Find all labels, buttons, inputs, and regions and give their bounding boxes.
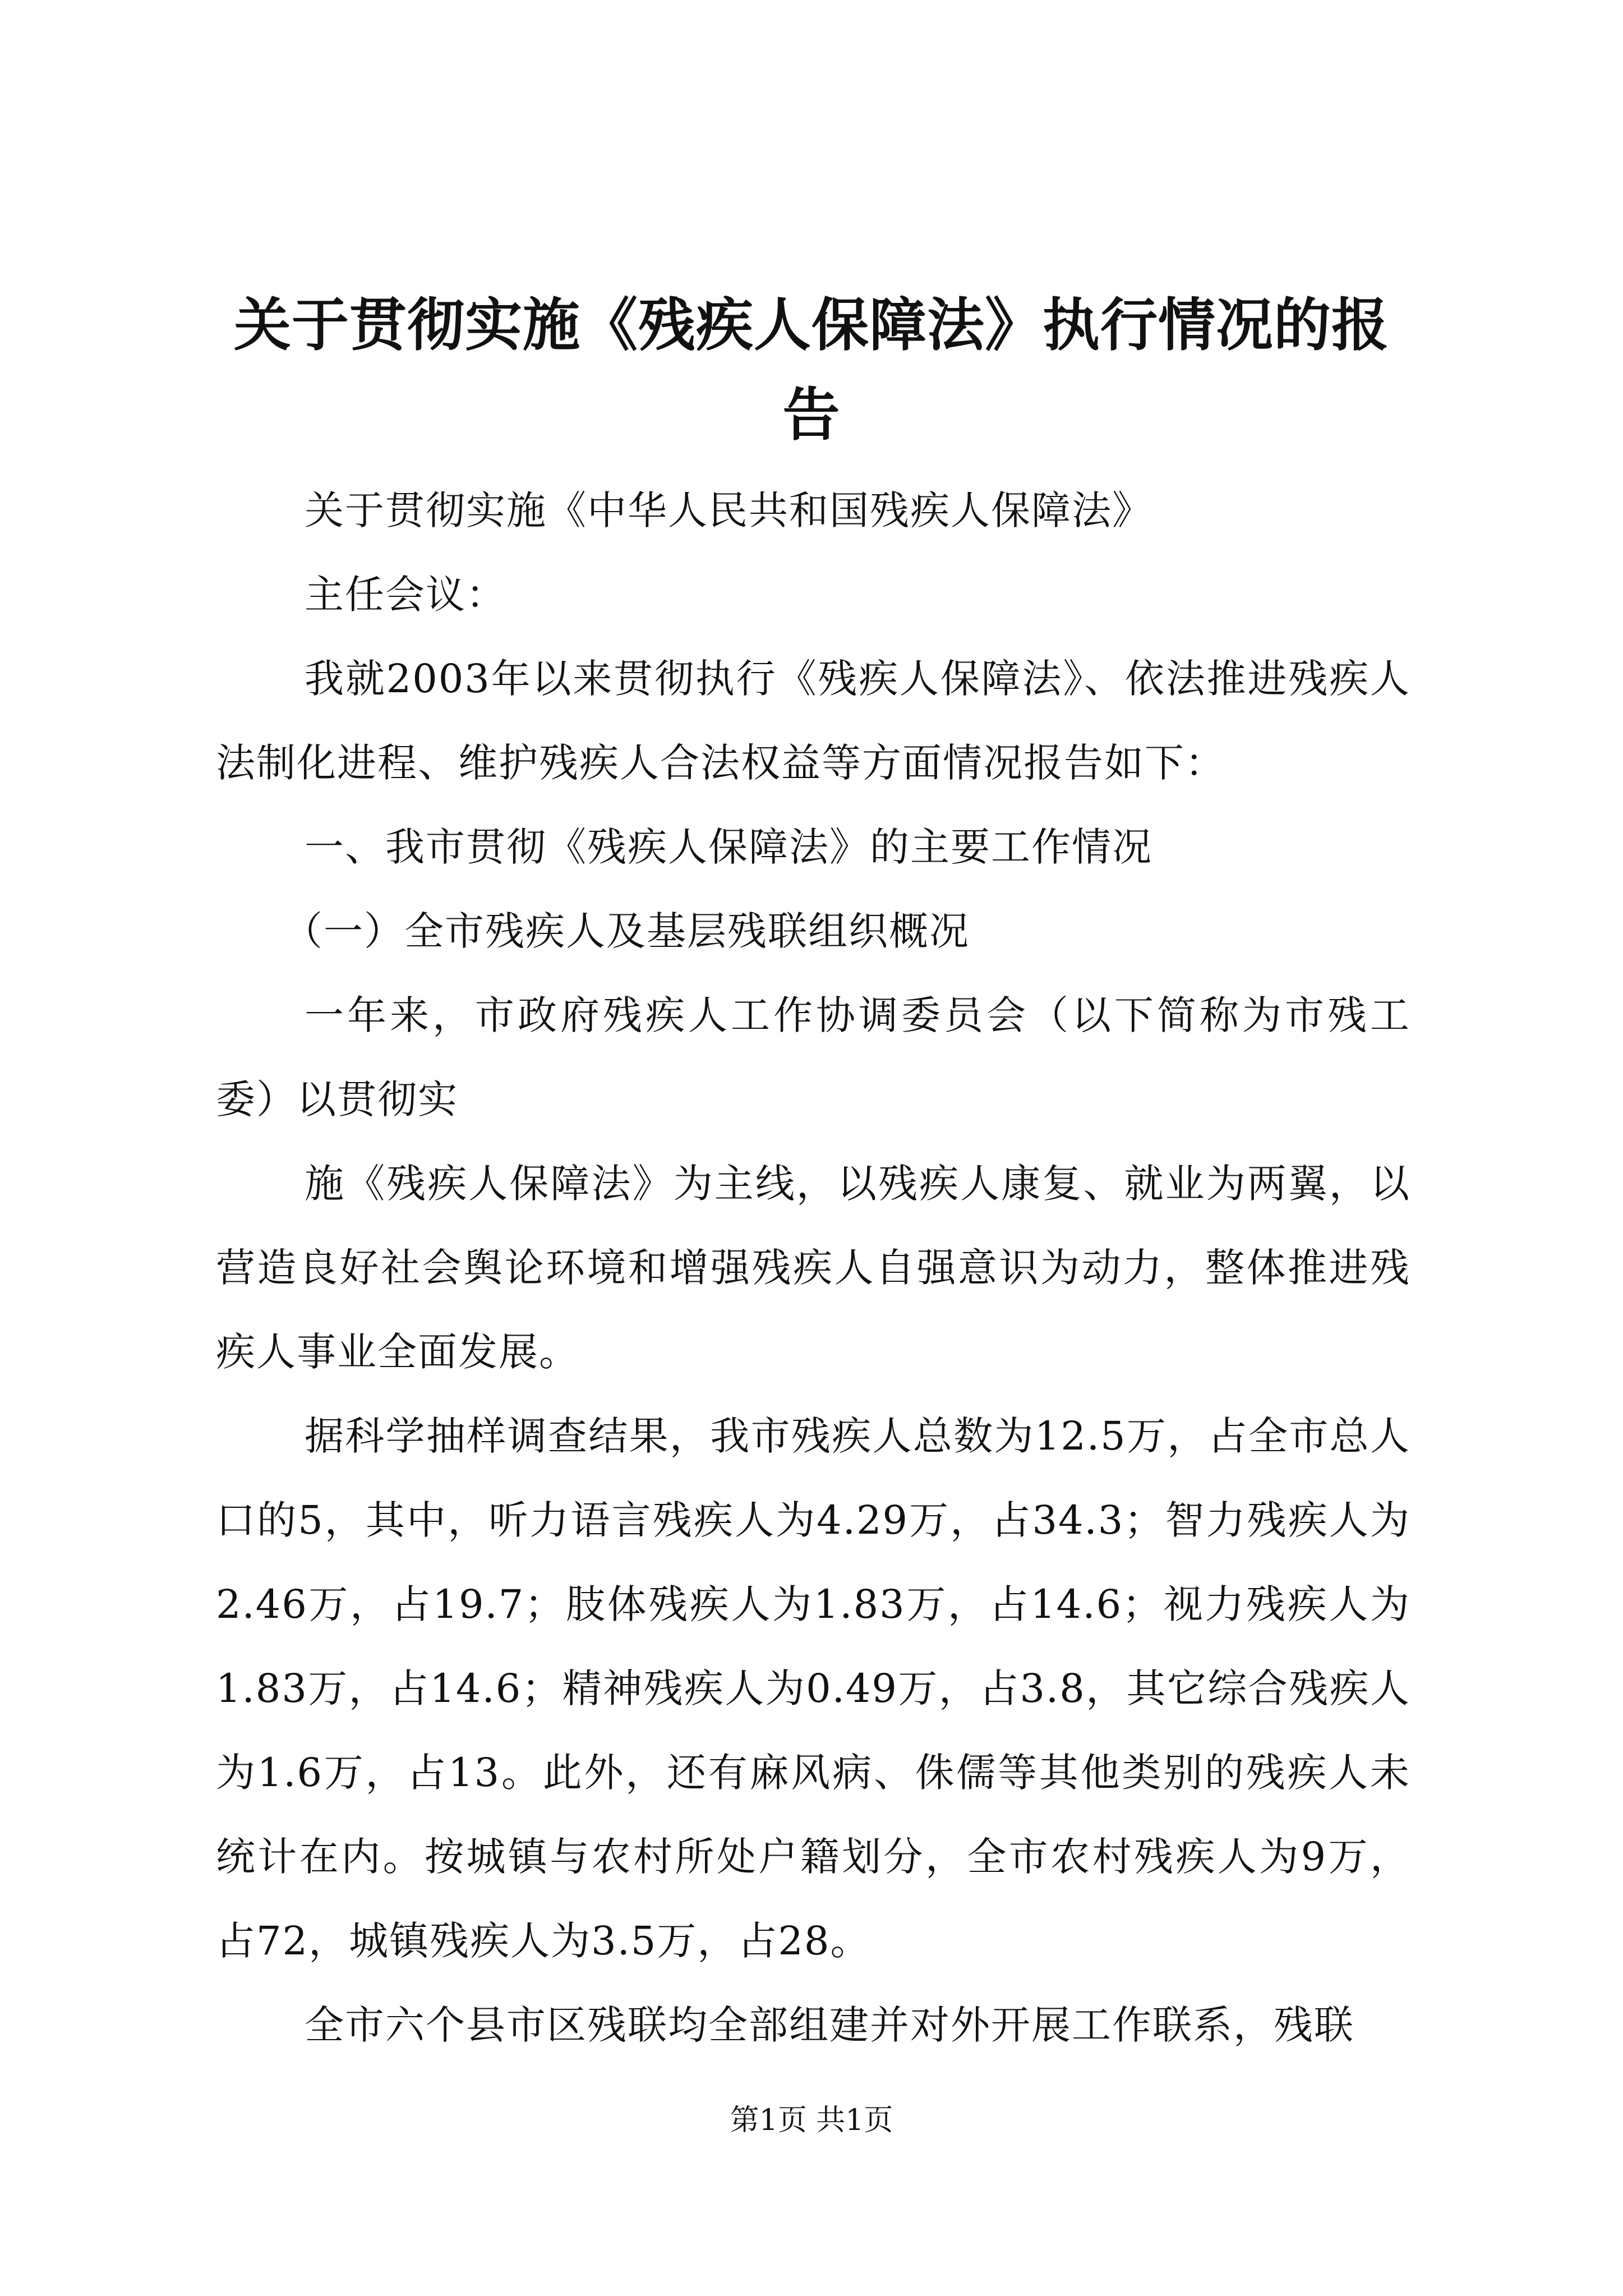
paragraph-heading-line: 关于贯彻实施《中华人民共和国残疾人保障法》 (305, 487, 1152, 533)
paragraph-statistics: 据科学抽样调查结果，我市残疾人总数为12.5万，占全市总人口的5，其中，听力语言残疾人为4.29万，占34.3；智力残疾人为2.46万，占19.7；肢体残疾人为1.83万，占14.6；视力残疾人为1.83万，占14.6；精神残疾人为0.49万，占3.8，其它综合残疾人为1.6万，占13。此外，还有麻风病、侏儒等其他类别的残疾人未统计在内。按城镇与农村所处户籍划分，全市农村残疾人为9万，占72，城镇残疾人为3.5万，占28。 (216, 1413, 1410, 1964)
document-body (216, 468, 1410, 2067)
paragraph-overview: 一年来，市政府残疾人工作协调委员会（以下简称为市残工委）以贯彻实 (216, 992, 1410, 1122)
section-heading-1: 一、我市贯彻《残疾人保障法》的主要工作情况 (305, 824, 1152, 870)
paragraph-organizations: 全市六个县市区残联均全部组建并对外开展工作联系，残联 (305, 2002, 1354, 2048)
paragraph-mainline: 施《残疾人保障法》为主线，以残疾人康复、就业为两翼，以营造良好社会舆论环境和增强残疾人自强意识为动力，整体推进残疾人事业全面发展。 (216, 1161, 1410, 1375)
paragraph-salutation: 主任会议： (305, 572, 506, 618)
paragraph-intro: 我就2003年以来贯彻执行《残疾人保障法》、依法推进残疾人法制化进程、维护残疾人合法权益等方面情况报告如下： (216, 656, 1410, 786)
document-title: 关于贯彻实施《残疾人保障法》执行情况的报告 (234, 292, 1389, 449)
page-footer: 第1页 共1页 (730, 2104, 893, 2137)
subsection-heading-1: （一）全市残疾人及基层残联组织概况 (283, 908, 970, 954)
